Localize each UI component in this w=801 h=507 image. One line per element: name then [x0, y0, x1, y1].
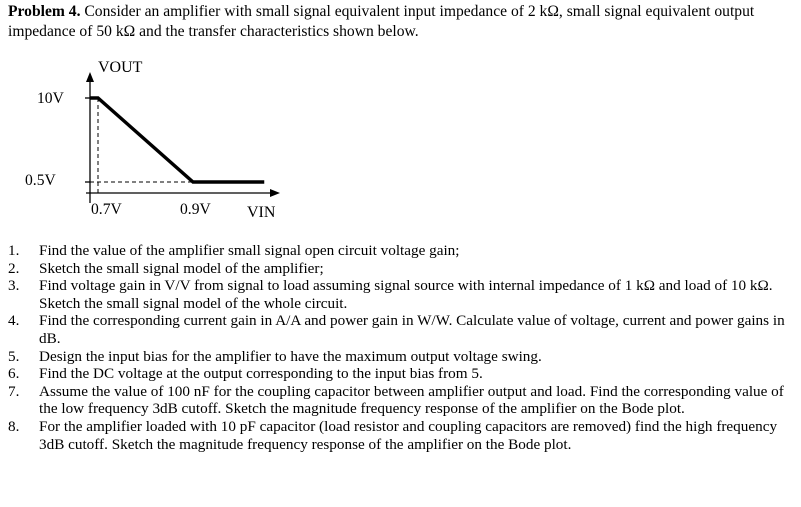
task-item: [8, 383, 793, 418]
task-text: Find the corresponding current gain in A/A and power gain in W/W. Calculate value of voltage, current and power gains in dB.: [39, 312, 785, 347]
task-text: Find voltage gain in V/V from signal to load assuming signal source with internal impedance of 1 kΩ and load of 10 kΩ. Sketch the small signal model of the whole circuit.: [39, 277, 773, 312]
task-number: 2.: [8, 259, 20, 277]
task-text: For the amplifier loaded with 10 pF capacitor (load resistor and coupling capacitors are removed) find the high frequency 3dB cutoff. Sketch the magnitude frequency response of the amplifier on the Bode plot.: [39, 417, 778, 453]
y-tick-label-0-5v: 0.5V: [25, 172, 56, 189]
x-tick-label-0-9v: 0.9V: [180, 201, 211, 218]
task-item: [8, 242, 793, 260]
task-item: [8, 365, 793, 383]
task-number: 3.: [8, 277, 20, 295]
task-number: 5.: [8, 347, 20, 365]
task-text: Design the input bias for the amplifier to have the maximum output voltage swing.: [39, 347, 542, 365]
task-number: 4.: [8, 312, 20, 330]
problem-title: Problem 4.: [8, 3, 81, 20]
task-item: [8, 418, 793, 453]
problem-text: Consider an amplifier with small signal equivalent input impedance of 2 kΩ, small signal equivalent output impedance of 50 kΩ and the transfer characteristics shown below.: [8, 3, 755, 40]
transfer-curve-line: [90, 98, 264, 182]
task-item: [8, 260, 793, 278]
y-axis-arrowhead: [86, 72, 94, 82]
task-text: Find the value of the amplifier small signal open circuit voltage gain;: [39, 242, 460, 259]
task-text: Assume the value of 100 nF for the coupling capacitor between amplifier output and load. Find the corresponding value of the low frequency 3dB cutoff. Sketch the magnitude frequency response of the amplifier on the Bode plot.: [39, 382, 784, 418]
task-text: Find the DC voltage at the output corresponding to the input bias from 5.: [39, 365, 483, 383]
task-number: 8.: [8, 417, 20, 435]
y-tick-label-10v: 10V: [37, 90, 64, 107]
task-list: [8, 242, 793, 453]
task-number: 6.: [8, 365, 20, 383]
transfer-characteristic-figure: [0, 54, 320, 232]
task-number: 1.: [8, 242, 20, 259]
task-text: Sketch the small signal model of the amplifier;: [39, 259, 324, 277]
task-item: [8, 277, 793, 312]
problem-statement: [8, 2, 793, 42]
x-axis-label: VIN: [247, 204, 276, 221]
x-tick-label-0-7v: 0.7V: [91, 201, 122, 218]
task-number: 7.: [8, 382, 20, 400]
x-axis-arrowhead: [270, 189, 280, 197]
task-item: [8, 312, 793, 347]
y-axis-label: VOUT: [98, 59, 143, 76]
task-item: [8, 348, 793, 366]
